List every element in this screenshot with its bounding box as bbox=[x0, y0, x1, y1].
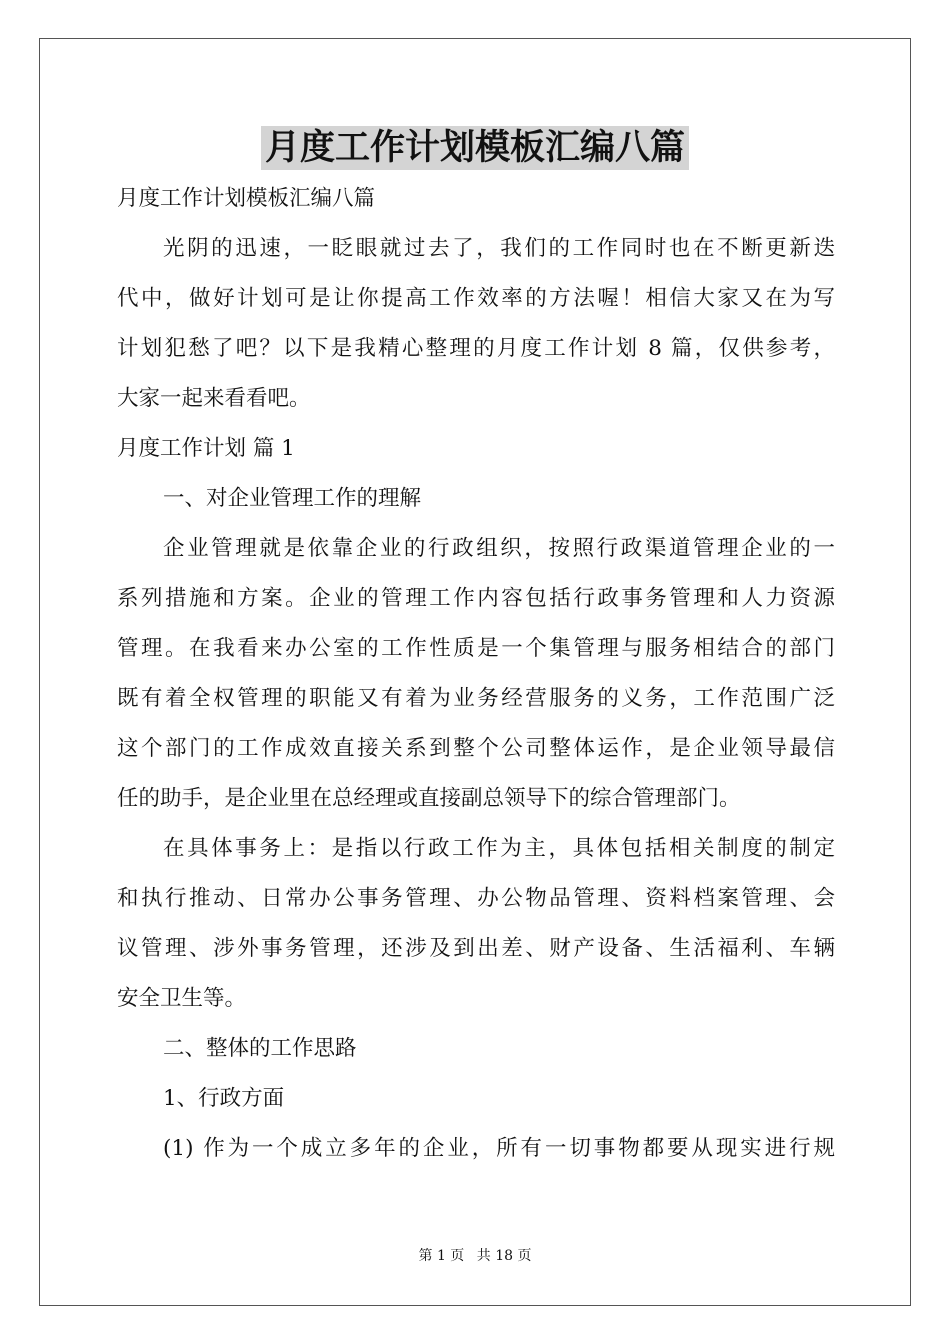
subsection-heading: 一、对企业管理工作的理解 bbox=[163, 486, 422, 511]
paragraph-line: 企业管理就是依靠企业的行政组织，按照行政渠道管理企业的一 bbox=[163, 536, 835, 561]
subtitle-line: 月度工作计划模板汇编八篇 bbox=[117, 186, 376, 211]
section-heading: 月度工作计划 篇 1 bbox=[117, 436, 295, 461]
list-heading: 1、行政方面 bbox=[163, 1086, 285, 1111]
paragraph-line: 管理。在我看来办公室的工作性质是一个集管理与服务相结合的部门 bbox=[117, 636, 835, 661]
page-footer bbox=[0, 1246, 950, 1266]
paragraph-line: 议管理、涉外事务管理，还涉及到出差、财产设备、生活福利、车辆 bbox=[117, 936, 835, 961]
page-number: 第 1 页 bbox=[418, 1248, 465, 1264]
document-body bbox=[117, 174, 835, 1174]
subsection-heading: 二、整体的工作思路 bbox=[163, 1036, 357, 1061]
paragraph-line: 安全卫生等。 bbox=[117, 986, 247, 1011]
paragraph-line: 任的助手，是企业里在总经理或直接副总领导下的综合管理部门。 bbox=[117, 786, 741, 811]
title-container bbox=[0, 126, 950, 170]
paragraph-line: 在具体事务上：是指以行政工作为主，具体包括相关制度的制定 bbox=[163, 836, 835, 861]
paragraph-line: 系列措施和方案。企业的管理工作内容包括行政事务管理和人力资源 bbox=[117, 586, 835, 611]
paragraph-line: 既有着全权管理的职能又有着为业务经营服务的义务，工作范围广泛 bbox=[117, 686, 835, 711]
paragraph-line: 这个部门的工作成效直接关系到整个公司整体运作，是企业领导最信 bbox=[117, 736, 835, 761]
document-title: 月度工作计划模板汇编八篇 bbox=[261, 126, 689, 170]
paragraph-line: 光阴的迅速，一眨眼就过去了，我们的工作同时也在不断更新迭 bbox=[163, 236, 835, 261]
total-pages: 共 18 页 bbox=[476, 1248, 532, 1264]
paragraph-line: 大家一起来看看吧。 bbox=[117, 386, 311, 411]
paragraph-line: (1) 作为一个成立多年的企业，所有一切事物都要从现实进行规 bbox=[163, 1136, 835, 1161]
paragraph-line: 和执行推动、日常办公事务管理、办公物品管理、资料档案管理、会 bbox=[117, 886, 835, 911]
paragraph-line: 代中，做好计划可是让你提高工作效率的方法喔！相信大家又在为写 bbox=[117, 286, 835, 311]
paragraph-line: 计划犯愁了吧？以下是我精心整理的月度工作计划 8 篇，仅供参考， bbox=[117, 336, 835, 361]
